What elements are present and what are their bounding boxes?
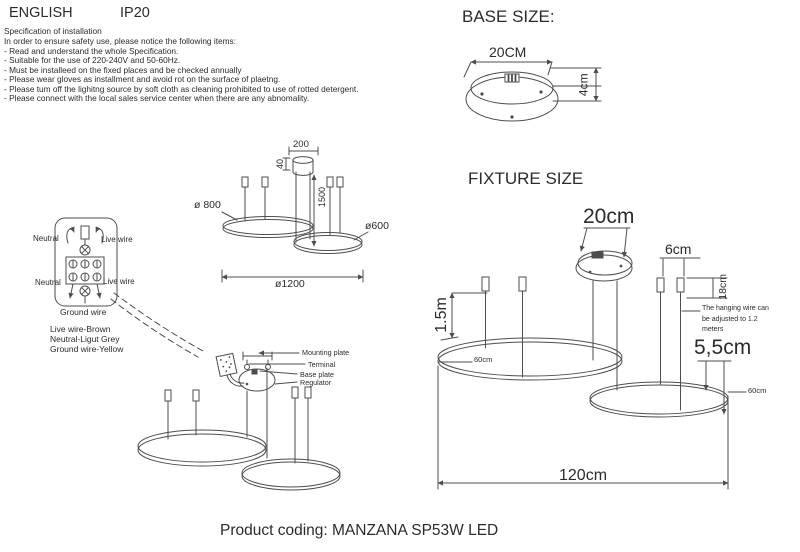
spec-item: - Please tum off the lighitng source by soft cloth as cleaning prohibited to use of rotted detergent. bbox=[4, 83, 359, 94]
ip-rating-label: IP20 bbox=[120, 5, 150, 21]
fixture-drop-label: 1.5m bbox=[433, 297, 451, 333]
overview-small-ring-label: ø600 bbox=[365, 220, 389, 232]
overview-large-ring-label: ø 800 bbox=[194, 199, 221, 211]
mounting-detail-drawing bbox=[216, 352, 305, 458]
overview-total-width-label: ø1200 bbox=[275, 278, 305, 290]
spec-item: - Please wear gloves as installment and avoid rot on the surface of plaetng. bbox=[4, 74, 281, 84]
wiring-legend-line: Live wire-Brown bbox=[50, 324, 111, 334]
fixture-size-title: FIXTURE SIZE bbox=[468, 169, 584, 188]
overview-canopy-height-label: 40 bbox=[274, 159, 285, 170]
wiring-legend-line: Ground wire-Yellow bbox=[50, 344, 124, 354]
wiring-live-bottom-label: Live wire bbox=[103, 277, 135, 286]
fixture-right-ring-label: 60cm bbox=[748, 386, 767, 395]
wiring-ground-label: Ground wire bbox=[60, 307, 107, 317]
fixture-ring-offset-label: 5,5cm bbox=[694, 336, 752, 359]
assembly-drawing bbox=[138, 387, 340, 490]
fixture-total-width-label: 120cm bbox=[559, 467, 608, 484]
spec-item: - Must be installeed on the fixed places and be checked annually bbox=[4, 64, 242, 75]
spec-item: - Read and understand the whole Specification. bbox=[4, 45, 179, 56]
wiring-legend-line: Neutral-Ligut Grey bbox=[50, 334, 120, 344]
terminal-label: Terminal bbox=[308, 360, 336, 369]
regulator-label: Regulator bbox=[300, 378, 332, 387]
wiring-neutral-bottom-label: Neutral bbox=[35, 278, 61, 287]
spec-item: - Suitable for the use of 220-240V and 50-60Hz. bbox=[4, 55, 181, 65]
spec-item: - Please connect with the local sales service center when there are any abnomality. bbox=[4, 93, 310, 103]
spec-title: Specification of installation bbox=[4, 26, 102, 36]
fixture-gripper-drop-label: 18cm bbox=[717, 274, 730, 300]
base-diameter-label: 20CM bbox=[489, 44, 527, 60]
fixture-canopy-label: 20cm bbox=[583, 205, 635, 228]
base-size-title: BASE SIZE: bbox=[462, 7, 555, 26]
product-coding: Product coding: MANZANA SP53W LED bbox=[220, 522, 499, 539]
overview-drawing bbox=[222, 147, 368, 282]
base-height-label: 4cm bbox=[576, 73, 591, 97]
wiring-live-top-label: Live wire bbox=[101, 235, 133, 244]
spec-intro: In order to ensure safety use, please notice the following items: bbox=[4, 36, 236, 46]
fixture-gripper-width-label: 6cm bbox=[665, 241, 692, 257]
fixture-left-ring-label: 60cm bbox=[474, 355, 493, 364]
wiring-neutral-top-label: Neutral bbox=[33, 234, 59, 243]
overview-wire-length-label: 1500 bbox=[316, 187, 327, 208]
language-label: ENGLISH bbox=[9, 5, 73, 21]
overview-canopy-width-label: 200 bbox=[293, 139, 309, 150]
mounting-plate-label: Mounting plate bbox=[302, 348, 350, 357]
base-plate-label: Base plate bbox=[300, 370, 334, 379]
fixture-wire-note: The hanging wire can be adjusted to 1.2 meters bbox=[702, 305, 769, 333]
